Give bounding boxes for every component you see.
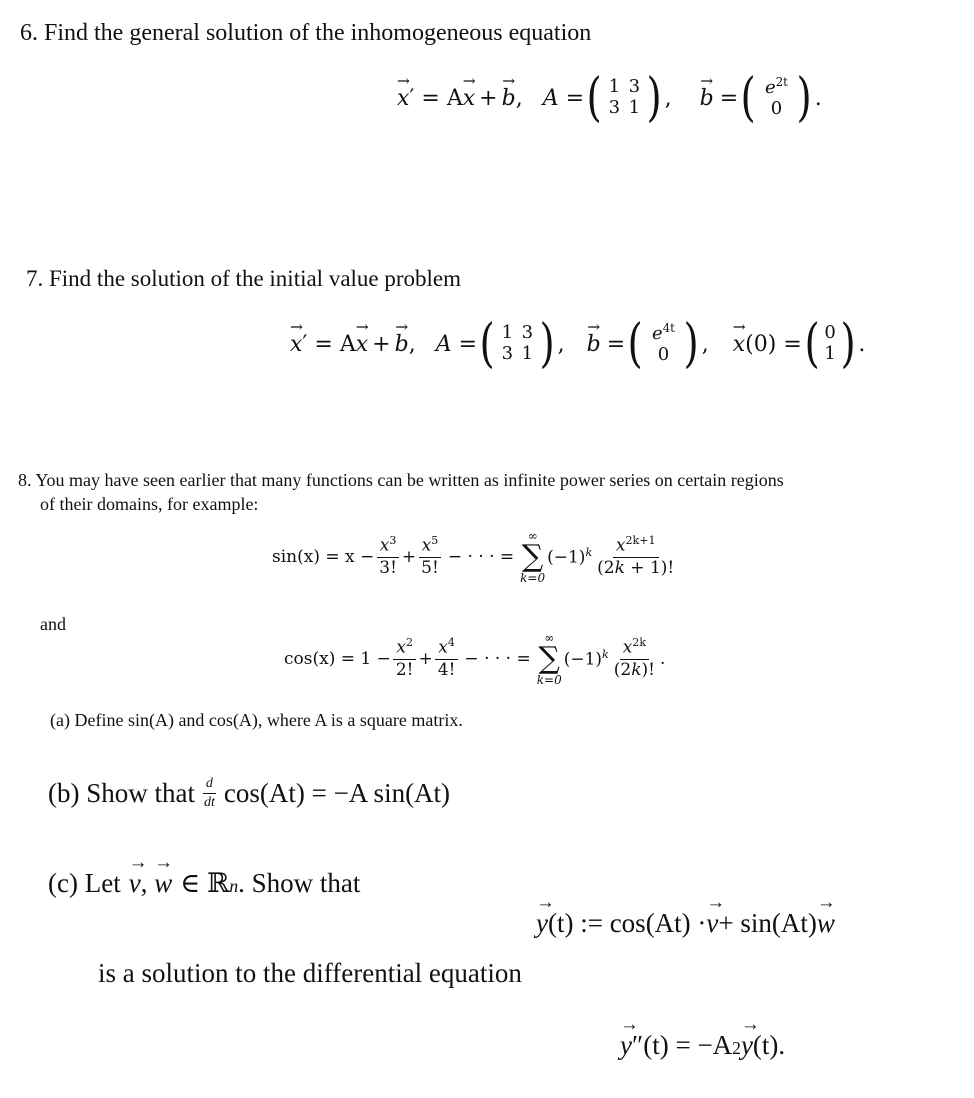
frac-x4: $\frac{x^4}{4!}$ — [435, 637, 459, 681]
plus-sign: + — [479, 85, 498, 111]
problem-7-prompt: 7. Find the solution of the initial value problem — [26, 266, 462, 291]
matrix-A: ( 1 3 3 1 ) — [586, 68, 663, 128]
problem-8-intro-line1: 8. You may have seen earlier that many functions can be written as infinite power series on certain regions — [18, 470, 784, 490]
matrix-cell: 1 — [628, 97, 641, 118]
and-word: and — [40, 614, 66, 634]
part-b-prefix: (b) Show that — [48, 778, 195, 809]
matrix-A: ( 1 3 3 1 ) — [479, 314, 556, 374]
is-solution: is a solution to the differential equation — [98, 958, 522, 988]
equals: = — [719, 85, 739, 111]
part-c: (c) Let → v , → w ∈ ℝ n . Show that — [48, 868, 360, 899]
ode: → y ″(t) = −A 2 → y (t). — [620, 1030, 785, 1061]
frac-x3: $\frac{x^3}{3!}$ — [376, 535, 400, 579]
part-b-rest: cos(At) = −A sin(At) — [223, 778, 451, 809]
exponent: 2t — [775, 75, 788, 90]
vector-v: → v — [129, 868, 141, 899]
y-definition — [536, 908, 835, 939]
vector-x: → x — [290, 332, 302, 357]
problem-7-equation: → x ′ = A → x + → b , A = ( 1 3 3 1 ) , → b = ( $e^{4t}$ 0 ) , → x (0) = ( 0 1 ) . — [290, 318, 865, 370]
frac-sin-term: $\frac{x^{2k+1}}{(2k + 1)!}$ — [597, 534, 675, 579]
part-b — [48, 776, 450, 811]
y-def: (t) := cos(At) · — [547, 908, 707, 938]
problem-6-prompt: 6. Find the general solution of the inhomogeneous equation — [20, 20, 592, 46]
problem-6-equation: → x ′ = A → x + → b , A = ( 1 3 3 1 ) , → b = ( $e^{2t}$ 0 ) . — [397, 72, 822, 124]
vector-x0-value: ( 0 1 ) — [804, 314, 856, 374]
vector-w-2: → w — [817, 908, 835, 939]
e-base: e — [652, 323, 663, 345]
vector-x-2: → x — [463, 86, 475, 111]
comma: , — [515, 85, 523, 111]
vector-x: → x — [397, 86, 409, 111]
matrix-cell: 1 — [501, 322, 514, 344]
exponent: 4t — [662, 321, 675, 336]
vector-b-value: ( $e^{2t}$ 0 ) — [740, 68, 813, 128]
sin-lhs: sin(x) = x − — [272, 547, 375, 567]
cos-lhs: cos(x) = 1 − — [284, 649, 391, 669]
eq-part: = A — [421, 85, 463, 111]
vector-v-2: → v — [706, 908, 718, 939]
vector-w: → w — [154, 868, 172, 899]
y-def-mid: + sin(At) — [718, 908, 817, 938]
part-c-end: . Show that — [238, 868, 361, 898]
matrix-cell: 3 — [521, 322, 534, 344]
part-c-prefix: (c) Let — [48, 868, 121, 898]
matrix-cell: 1 — [521, 343, 534, 364]
vector-b-2: → b — [700, 86, 714, 111]
vector-cell: 0 — [770, 98, 783, 119]
d-dt: $\frac{d}{dt}$ — [203, 776, 215, 811]
vector-b-value: ( $e^{4t}$ 0 ) — [627, 314, 700, 374]
matrix-cell: 1 — [608, 76, 621, 98]
vector-b-2: → b — [587, 332, 601, 357]
ode-end: (t). — [752, 1030, 786, 1060]
vector-b: → b — [395, 332, 409, 357]
problem-8-intro-line2: of their domains, for example: — [40, 494, 259, 514]
sum-symbol: ∞ ∑ k=0 — [536, 631, 562, 687]
vector-x0: → x — [733, 332, 745, 357]
frac-x5: $\frac{x^5}{5!}$ — [418, 535, 442, 579]
vector-cell: 1 — [824, 343, 836, 364]
ode-left: ″(t) = −A — [631, 1030, 733, 1060]
sum-symbol: ∞ ∑ k=0 — [520, 529, 546, 585]
frac-x2: $\frac{x^2}{2!}$ — [393, 637, 417, 681]
vector-y: → y — [536, 908, 548, 939]
matrix-cell: 3 — [628, 76, 641, 98]
rn-exponent: n — [229, 876, 239, 896]
sin-series: sin(x) = x − $\frac{x^3}{3!}$ + $\frac{x^5}{5!}$ − · · · = ∞ ∑ k=0 $(-1)^k$ $\frac{x^{2k+1}}{(2k + 1)!}$ — [272, 530, 679, 584]
e-base: e — [765, 77, 776, 99]
matrix-A-label: A = — [542, 85, 585, 111]
cos-series: cos(x) = 1 − $\frac{x^2}{2!}$ + $\frac{x^4}{4!}$ − · · · = ∞ ∑ k=0 $(-1)^k$ $\frac{x^{2k}}{(2k)!}$ . — [284, 631, 666, 687]
part-c-rest: ∈ ℝ — [180, 868, 230, 898]
vector-cell: 0 — [657, 344, 670, 365]
vector-cell: 0 — [824, 322, 836, 344]
x0-label: (0) = — [745, 331, 802, 357]
vector-x-2: → x — [356, 332, 368, 357]
vector-b: → b — [502, 86, 516, 111]
matrix-cell: 3 — [501, 343, 514, 364]
vector-y-2: → y — [620, 1030, 632, 1061]
part-a: (a) Define sin(A) and cos(A), where A is a square matrix. — [50, 710, 463, 730]
matrix-A-label: A = — [435, 331, 478, 357]
vector-y-3: → y — [741, 1030, 753, 1061]
matrix-cell: 3 — [608, 97, 621, 118]
frac-cos-term: $\frac{x^{2k}}{(2k)!}$ — [613, 636, 655, 681]
